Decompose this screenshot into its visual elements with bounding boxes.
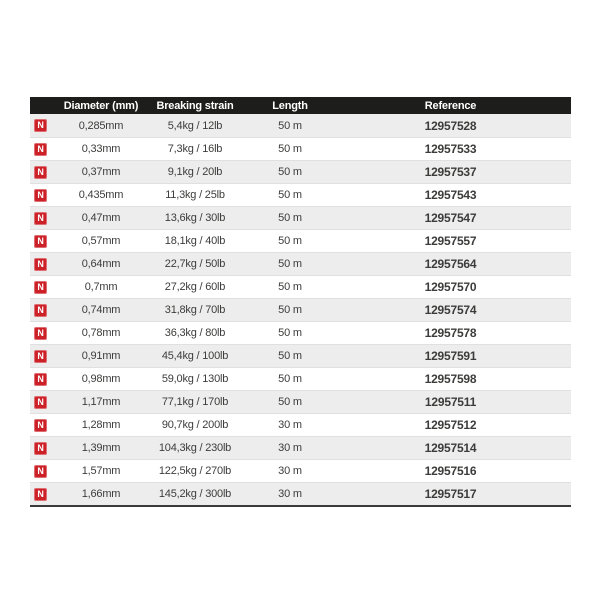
cell-length: 30 m <box>278 419 302 431</box>
cell-reference: 12957514 <box>424 441 477 455</box>
table-row <box>30 367 571 390</box>
cell-diameter: 1,39mm <box>81 442 121 454</box>
cell-reference: 12957578 <box>424 326 477 340</box>
cell-reference: 12957528 <box>424 118 477 133</box>
new-product-badge-icon: N <box>34 350 47 363</box>
table-body <box>30 114 571 505</box>
product-spec-table <box>30 97 571 507</box>
cell-length: 50 m <box>278 166 302 178</box>
cell-icon <box>30 488 62 501</box>
cell-icon <box>30 373 62 386</box>
cell-icon <box>30 419 62 432</box>
cell-icon <box>30 442 62 455</box>
cell-diameter: 0,285mm <box>78 119 124 132</box>
header-diameter: Diameter (mm) <box>63 99 139 112</box>
cell-reference: 12957547 <box>424 211 477 225</box>
cell-breaking-strain: 5,4kg / 12lb <box>167 119 223 132</box>
cell-breaking-strain: 36,3kg / 80lb <box>164 327 226 339</box>
table-row <box>30 344 571 367</box>
cell-icon <box>30 119 62 132</box>
cell-length: 50 m <box>278 373 302 385</box>
cell-icon <box>30 350 62 363</box>
cell-reference: 12957591 <box>424 349 477 363</box>
cell-reference: 12957570 <box>424 280 477 294</box>
cell-length: 50 m <box>278 396 302 408</box>
table-row <box>30 183 571 206</box>
cell-diameter: 1,57mm <box>81 465 121 477</box>
cell-diameter: 1,17mm <box>81 396 121 408</box>
cell-breaking-strain: 22,7kg / 50lb <box>164 258 226 270</box>
cell-reference: 12957598 <box>424 372 477 386</box>
table-row <box>30 436 571 459</box>
cell-diameter: 0,64mm <box>81 258 121 270</box>
cell-icon <box>30 166 62 179</box>
cell-reference: 12957537 <box>424 165 477 179</box>
cell-icon <box>30 212 62 225</box>
new-product-badge-icon: N <box>34 189 47 202</box>
cell-diameter: 0,74mm <box>81 304 121 316</box>
cell-diameter: 0,7mm <box>84 281 118 293</box>
cell-breaking-strain: 90,7kg / 200lb <box>161 419 229 431</box>
table-row <box>30 390 571 413</box>
new-product-badge-icon: N <box>34 281 47 294</box>
table-header-row <box>30 97 571 114</box>
cell-breaking-strain: 9,1kg / 20lb <box>167 166 223 178</box>
table-row <box>30 252 571 275</box>
cell-reference: 12957574 <box>424 303 477 317</box>
new-product-badge-icon: N <box>34 119 47 132</box>
table-row <box>30 114 571 137</box>
cell-reference: 12957543 <box>424 188 477 202</box>
table-row <box>30 275 571 298</box>
cell-breaking-strain: 104,3kg / 230lb <box>158 442 232 454</box>
cell-icon <box>30 327 62 340</box>
new-product-badge-icon: N <box>34 258 47 271</box>
cell-icon <box>30 304 62 317</box>
table-row <box>30 482 571 505</box>
new-product-badge-icon: N <box>34 212 47 225</box>
new-product-badge-icon: N <box>34 396 47 409</box>
cell-breaking-strain: 7,3kg / 16lb <box>167 143 223 155</box>
cell-breaking-strain: 11,3kg / 25lb <box>165 189 225 201</box>
cell-length: 30 m <box>278 488 302 500</box>
new-product-badge-icon: N <box>34 419 47 432</box>
cell-breaking-strain: 13,6kg / 30lb <box>164 212 226 224</box>
cell-length: 50 m <box>278 143 302 155</box>
new-product-badge-icon: N <box>34 488 47 501</box>
header-reference: Reference <box>424 99 477 112</box>
cell-reference: 12957533 <box>424 142 477 156</box>
table-row <box>30 413 571 436</box>
cell-reference: 12957516 <box>424 464 477 478</box>
table-row <box>30 229 571 252</box>
new-product-badge-icon: N <box>34 143 47 156</box>
cell-breaking-strain: 45,4kg / 100lb <box>161 350 229 362</box>
cell-icon <box>30 396 62 409</box>
cell-length: 50 m <box>278 258 302 270</box>
cell-reference: 12957557 <box>424 234 477 248</box>
cell-length: 50 m <box>278 189 302 201</box>
cell-diameter: 0,37mm <box>81 166 121 178</box>
cell-reference: 12957512 <box>424 418 477 432</box>
cell-icon <box>30 465 62 478</box>
cell-length: 50 m <box>278 119 302 132</box>
cell-diameter: 0,78mm <box>81 327 121 339</box>
cell-diameter: 0,57mm <box>81 235 121 247</box>
cell-length: 50 m <box>278 281 302 293</box>
cell-reference: 12957564 <box>424 257 477 271</box>
table-row <box>30 459 571 482</box>
cell-length: 30 m <box>278 465 302 477</box>
new-product-badge-icon: N <box>34 166 47 179</box>
cell-icon <box>30 235 62 248</box>
cell-breaking-strain: 145,2kg / 300lb <box>158 488 232 500</box>
cell-length: 50 m <box>278 327 302 339</box>
cell-icon <box>30 189 62 202</box>
cell-diameter: 0,435mm <box>78 189 124 201</box>
cell-reference: 12957517 <box>424 487 477 501</box>
cell-icon <box>30 143 62 156</box>
table-row <box>30 137 571 160</box>
header-length: Length <box>272 99 308 112</box>
new-product-badge-icon: N <box>34 373 47 386</box>
cell-breaking-strain: 77,1kg / 170lb <box>161 396 229 408</box>
table-row <box>30 298 571 321</box>
cell-length: 30 m <box>278 442 302 454</box>
cell-breaking-strain: 27,2kg / 60lb <box>164 281 226 293</box>
cell-length: 50 m <box>278 212 302 224</box>
cell-diameter: 1,66mm <box>81 488 121 500</box>
cell-diameter: 0,33mm <box>81 143 121 155</box>
cell-diameter: 1,28mm <box>81 419 121 431</box>
cell-length: 50 m <box>278 350 302 362</box>
table-row <box>30 160 571 183</box>
cell-breaking-strain: 59,0kg / 130lb <box>161 373 229 385</box>
cell-icon <box>30 258 62 271</box>
cell-breaking-strain: 31,8kg / 70lb <box>164 304 226 316</box>
cell-diameter: 0,47mm <box>81 212 121 224</box>
new-product-badge-icon: N <box>34 235 47 248</box>
new-product-badge-icon: N <box>34 304 47 317</box>
table-row <box>30 206 571 229</box>
cell-icon <box>30 281 62 294</box>
new-product-badge-icon: N <box>34 465 47 478</box>
new-product-badge-icon: N <box>34 442 47 455</box>
cell-diameter: 0,98mm <box>81 373 121 385</box>
cell-reference: 12957511 <box>424 395 477 409</box>
cell-length: 50 m <box>278 235 302 247</box>
new-product-badge-icon: N <box>34 327 47 340</box>
header-breaking-strain: Breaking strain <box>156 99 234 112</box>
cell-breaking-strain: 18,1kg / 40lb <box>164 235 226 247</box>
table-row <box>30 321 571 344</box>
cell-length: 50 m <box>278 304 302 316</box>
cell-breaking-strain: 122,5kg / 270lb <box>158 465 232 477</box>
cell-diameter: 0,91mm <box>81 350 121 362</box>
